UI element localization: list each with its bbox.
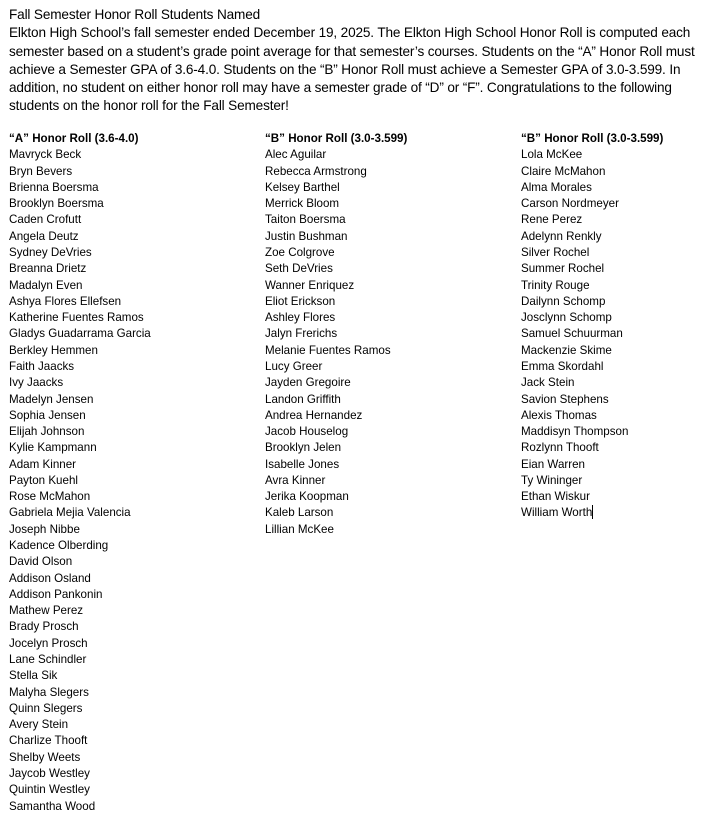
student-name[interactable]	[9, 668, 151, 684]
student-name[interactable]	[9, 799, 151, 815]
student-name[interactable]	[9, 261, 151, 277]
student-name[interactable]	[521, 245, 663, 261]
student-name-text[interactable]: Rebecca Armstrong	[265, 164, 367, 178]
student-name[interactable]	[521, 212, 663, 228]
student-name-text[interactable]: Brooklyn Jelen	[265, 441, 342, 455]
student-name[interactable]	[9, 245, 151, 261]
student-name-text[interactable]: Summer Rochel	[521, 262, 605, 276]
student-name[interactable]	[265, 261, 407, 277]
student-name[interactable]	[9, 717, 151, 733]
student-name-text[interactable]: Sophia Jensen	[9, 408, 86, 422]
student-name[interactable]	[521, 457, 663, 473]
document-intro[interactable]	[9, 6, 709, 116]
student-name[interactable]	[9, 164, 151, 180]
student-name-text[interactable]: Lane Schindler	[9, 653, 87, 666]
student-name[interactable]	[521, 261, 663, 277]
student-name-text[interactable]: Caden Crofutt	[9, 213, 82, 227]
student-name-text[interactable]: Emma Skordahl	[521, 359, 604, 373]
student-name-text[interactable]: Eliot Erickson	[265, 294, 336, 308]
student-name[interactable]	[9, 408, 151, 424]
student-name[interactable]	[265, 408, 407, 424]
honor-roll-heading[interactable]: “B” Honor Roll (3.0-3.599)	[521, 132, 664, 145]
student-name-text[interactable]: Jocelyn Prosch	[9, 636, 88, 650]
student-name[interactable]	[265, 229, 407, 245]
student-name[interactable]	[9, 685, 151, 701]
student-name-text[interactable]: Wanner Enriquez	[265, 278, 355, 292]
student-name-text[interactable]: Madalyn Even	[9, 278, 83, 292]
student-name-text[interactable]: Andrea Hernandez	[265, 408, 363, 422]
student-name[interactable]	[9, 196, 151, 212]
student-name-text[interactable]: Katherine Fuentes Ramos	[9, 311, 144, 325]
student-name-text[interactable]: Adelynn Renkly	[521, 229, 602, 243]
student-name[interactable]	[9, 147, 151, 163]
student-name-text[interactable]: Bryn Bevers	[9, 164, 73, 178]
student-name[interactable]	[265, 164, 407, 180]
student-name[interactable]	[265, 196, 407, 212]
student-name-text[interactable]: David Olson	[9, 555, 73, 569]
student-name[interactable]	[265, 359, 407, 375]
student-name[interactable]	[521, 408, 663, 424]
student-name[interactable]	[265, 457, 407, 473]
b-honor-roll-column-1	[265, 131, 407, 538]
student-name[interactable]	[265, 294, 407, 310]
student-name-text[interactable]: Samantha Wood	[9, 799, 96, 813]
student-name-text[interactable]: Lola McKee	[521, 148, 583, 162]
student-name-text[interactable]: Stella Sik	[9, 669, 58, 683]
student-name[interactable]	[265, 180, 407, 196]
text-cursor	[592, 505, 593, 519]
student-name[interactable]	[9, 733, 151, 749]
student-name-text[interactable]: Jaycob Westley	[9, 766, 90, 780]
student-name-text[interactable]: Jack Stein	[521, 376, 575, 390]
student-name[interactable]	[521, 375, 663, 391]
student-name-text[interactable]: Avra Kinner	[265, 473, 326, 487]
student-name-text[interactable]: Samuel Schuurman	[521, 327, 623, 341]
student-name-text[interactable]: Josclynn Schomp	[521, 311, 612, 325]
student-name[interactable]	[265, 424, 407, 440]
student-name[interactable]	[9, 310, 151, 326]
student-name[interactable]	[521, 489, 663, 505]
student-name[interactable]	[9, 359, 151, 375]
student-name-text[interactable]: William Worth	[521, 506, 593, 520]
student-name[interactable]	[521, 359, 663, 375]
student-name[interactable]	[9, 750, 151, 766]
student-name-text[interactable]: Claire McMahon	[521, 164, 606, 178]
student-name-text[interactable]: Alexis Thomas	[521, 408, 597, 422]
student-name-text[interactable]: Eian Warren	[521, 457, 586, 471]
student-name[interactable]	[521, 440, 663, 456]
student-name[interactable]	[9, 636, 151, 652]
student-name[interactable]	[9, 294, 151, 310]
student-name-text[interactable]: Melanie Fuentes Ramos	[265, 343, 391, 357]
student-name-text[interactable]: Addison Pankonin	[9, 587, 103, 601]
student-name-text[interactable]: Angela Deutz	[9, 229, 79, 243]
student-name[interactable]	[265, 522, 407, 538]
student-name-text[interactable]: Landon Griffith	[265, 392, 341, 406]
student-name-text[interactable]: Quinn Slegers	[9, 701, 83, 715]
student-name[interactable]	[521, 147, 663, 163]
student-name-text[interactable]: Dailynn Schomp	[521, 294, 606, 308]
student-name-text[interactable]: Zoe Colgrove	[265, 245, 335, 259]
student-name-text[interactable]: Brienna Boersma	[9, 180, 99, 194]
student-name[interactable]	[9, 489, 151, 505]
student-name[interactable]	[521, 278, 663, 294]
student-name[interactable]	[9, 375, 151, 391]
student-name-text[interactable]: Trinity Rouge	[521, 278, 590, 292]
student-name-text[interactable]: Jayden Gregoire	[265, 376, 351, 390]
student-name[interactable]	[9, 571, 151, 587]
student-name[interactable]	[265, 505, 407, 521]
student-name-text[interactable]: Avery Stein	[9, 718, 69, 732]
student-name-text[interactable]: Payton Kuehl	[9, 473, 78, 487]
student-name[interactable]	[9, 587, 151, 603]
student-name-text[interactable]: Mackenzie Skime	[521, 343, 612, 357]
student-name-text[interactable]: Shelby Weets	[9, 750, 81, 764]
student-name[interactable]	[9, 343, 151, 359]
student-name[interactable]	[265, 343, 407, 359]
student-name-text[interactable]: Malyha Slegers	[9, 685, 89, 699]
student-name-text[interactable]: Jacob Houselog	[265, 425, 349, 439]
student-name[interactable]	[521, 473, 663, 489]
student-name-text[interactable]: Ashley Flores	[265, 311, 336, 325]
student-name[interactable]	[9, 782, 151, 798]
student-name[interactable]	[265, 375, 407, 391]
student-name[interactable]	[265, 326, 407, 342]
student-name[interactable]	[9, 701, 151, 717]
student-name-text[interactable]: Gladys Guadarrama Garcia	[9, 327, 151, 341]
student-name[interactable]	[521, 505, 663, 521]
student-name[interactable]	[9, 326, 151, 342]
honor-roll-heading[interactable]: “B” Honor Roll (3.0-3.599)	[265, 132, 408, 145]
student-name[interactable]	[9, 619, 151, 635]
student-name[interactable]	[9, 538, 151, 554]
student-name-text[interactable]: Mathew Perez	[9, 604, 84, 618]
student-name-text[interactable]: Rozlynn Thooft	[521, 441, 599, 455]
student-name[interactable]	[521, 326, 663, 342]
student-name-text[interactable]: Lillian McKee	[265, 522, 334, 536]
student-name-text[interactable]: Berkley Hemmen	[9, 343, 98, 357]
student-name-text[interactable]: Alma Morales	[521, 180, 592, 194]
student-name-text[interactable]: Ivy Jaacks	[9, 376, 64, 390]
student-name-text[interactable]: Kadence Olberding	[9, 539, 109, 553]
student-name-text[interactable]: Gabriela Mejia Valencia	[9, 506, 131, 520]
document-title[interactable]: Fall Semester Honor Roll Students Named	[9, 7, 261, 22]
student-name-text[interactable]: Rene Perez	[521, 213, 583, 227]
student-name[interactable]	[9, 603, 151, 619]
student-name[interactable]	[9, 212, 151, 228]
student-name-text[interactable]: Joseph Nibbe	[9, 522, 80, 536]
student-name[interactable]	[265, 245, 407, 261]
student-name-text[interactable]: Quintin Westley	[9, 783, 90, 797]
student-name-text[interactable]: Sydney DeVries	[9, 245, 92, 259]
student-name[interactable]	[9, 522, 151, 538]
student-name-text[interactable]: Seth DeVries	[265, 262, 333, 276]
student-name[interactable]	[9, 554, 151, 570]
student-name-text[interactable]: Madelyn Jensen	[9, 392, 94, 406]
student-name[interactable]	[9, 180, 151, 196]
student-name[interactable]	[265, 147, 407, 163]
student-name-text[interactable]: Taiton Boersma	[265, 213, 346, 227]
student-name[interactable]	[9, 652, 151, 668]
student-name[interactable]	[521, 229, 663, 245]
student-name[interactable]	[265, 489, 407, 505]
student-name[interactable]	[521, 392, 663, 408]
student-name-text[interactable]: Kaleb Larson	[265, 506, 334, 520]
student-name[interactable]	[9, 229, 151, 245]
student-name-text[interactable]: Mavryck Beck	[9, 148, 82, 162]
student-name-text[interactable]: Jerika Koopman	[265, 490, 349, 504]
student-name-text[interactable]: Elijah Johnson	[9, 425, 85, 439]
student-name[interactable]	[265, 278, 407, 294]
student-name[interactable]	[265, 212, 407, 228]
student-name-text[interactable]: Charlize Thooft	[9, 734, 88, 748]
student-name-text[interactable]: Kylie Kampmann	[9, 441, 97, 455]
student-name[interactable]	[9, 392, 151, 408]
student-name[interactable]	[521, 310, 663, 326]
student-name-text[interactable]: Rose McMahon	[9, 490, 91, 504]
student-name-text[interactable]: Brooklyn Boersma	[9, 197, 104, 211]
student-name-text[interactable]: Brady Prosch	[9, 620, 79, 634]
student-name[interactable]	[9, 766, 151, 782]
student-name[interactable]	[521, 343, 663, 359]
student-name-text[interactable]: Kelsey Barthel	[265, 180, 340, 194]
student-name-text[interactable]: Alec Aguilar	[265, 148, 327, 162]
b-honor-roll-column-2	[521, 131, 663, 522]
student-name-text[interactable]: Ethan Wiskur	[521, 490, 590, 504]
a-honor-roll-column	[9, 131, 151, 815]
student-name[interactable]	[9, 505, 151, 521]
honor-roll-heading[interactable]: “A” Honor Roll (3.6-4.0)	[9, 132, 139, 145]
student-name[interactable]	[521, 180, 663, 196]
student-name[interactable]	[521, 294, 663, 310]
student-name-text[interactable]: Savion Stephens	[521, 392, 609, 406]
student-name-text[interactable]: Addison Osland	[9, 571, 91, 585]
student-name[interactable]	[265, 392, 407, 408]
student-name[interactable]	[265, 440, 407, 456]
student-name[interactable]	[521, 164, 663, 180]
student-name-text[interactable]: Faith Jaacks	[9, 359, 75, 373]
student-name[interactable]	[9, 424, 151, 440]
student-name[interactable]	[9, 278, 151, 294]
student-name[interactable]	[9, 473, 151, 489]
student-name[interactable]	[265, 310, 407, 326]
student-name-text[interactable]: Isabelle Jones	[265, 457, 340, 471]
student-name-text[interactable]: Adam Kinner	[9, 457, 77, 471]
student-name-text[interactable]: Maddisyn Thompson	[521, 425, 629, 439]
student-name-text[interactable]: Lucy Greer	[265, 359, 323, 373]
student-name-text[interactable]: Silver Rochel	[521, 245, 590, 259]
student-name[interactable]	[521, 424, 663, 440]
student-name[interactable]	[9, 440, 151, 456]
student-name[interactable]	[9, 457, 151, 473]
student-name-text[interactable]: Jalyn Frerichs	[265, 327, 338, 341]
intro-paragraph[interactable]: Elkton High School’s fall semester ended December 19, 2025. The Elkton High School Honor Roll is computed each semester based on a student’s grade point average for that semester’s courses. Students on the “A” Honor Roll must achieve a Semester GPA of 3.6-4.0. Students on the “B” Honor Roll must achieve a Semester GPA of 3.0-3.599. In addition, no student on either honor roll may have a semester grade of “D” or “F”. Congratulations to the following students on the honor roll for the Fall Semester!	[9, 25, 695, 114]
student-name-text[interactable]: Ashya Flores Ellefsen	[9, 294, 122, 308]
student-name-text[interactable]: Justin Bushman	[265, 229, 348, 243]
student-name[interactable]	[521, 196, 663, 212]
student-name-text[interactable]: Merrick Bloom	[265, 197, 340, 211]
student-name[interactable]	[265, 473, 407, 489]
student-name-text[interactable]: Breanna Drietz	[9, 262, 87, 276]
student-name-text[interactable]: Ty Wininger	[521, 473, 583, 487]
student-name-text[interactable]: Carson Nordmeyer	[521, 197, 619, 211]
